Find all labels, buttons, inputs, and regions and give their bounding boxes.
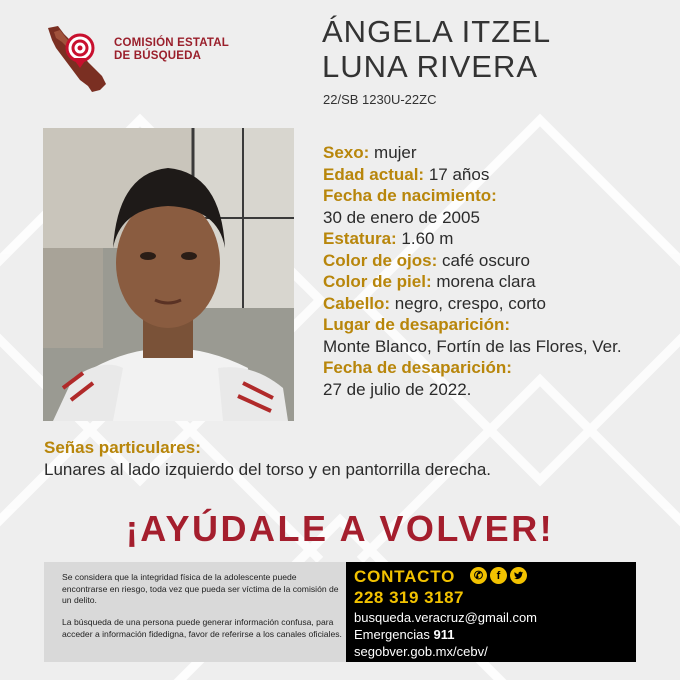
person-name-line2: LUNA RIVERA: [322, 49, 539, 84]
eyes-label: Color de ojos:: [323, 250, 438, 270]
person-photo: [43, 128, 294, 421]
place-value: Monte Blanco, Fortín de las Flores, Ver.: [323, 336, 622, 356]
height-value: 1.60 m: [401, 229, 454, 248]
date-value: 27 de julio de 2022.: [323, 379, 472, 399]
organization-name: [114, 37, 229, 63]
age-row: [323, 164, 622, 186]
place-row: [323, 314, 622, 336]
contact-icons: [470, 567, 527, 584]
date-row: [323, 357, 622, 379]
phone-icon[interactable]: ✆: [470, 567, 487, 584]
birth-row: [323, 185, 622, 207]
disclaimer-paragraph-1: Se considera que la integridad física de la adolescente puede encontrarse en riesgo, toda vez que pueda ser víctima de la comisión de un delito.: [62, 572, 339, 605]
disclaimer-paragraph-2: La búsqueda de una persona puede generar información confusa, para acceder a información fidedigna, favor de referirse a los canales oficiales.: [62, 617, 342, 639]
distinguishing-marks: [44, 437, 491, 481]
call-to-action: ¡AYÚDALE A VOLVER!: [125, 508, 555, 549]
contact-title: CONTACTO: [354, 567, 456, 586]
height-row: [323, 228, 622, 250]
skin-row: [323, 271, 622, 293]
organization-logo: [44, 22, 244, 96]
organization-name-line2: DE BÚSQUEDA: [114, 50, 202, 62]
facebook-icon[interactable]: f: [490, 567, 507, 584]
contact-website[interactable]: segobver.gob.mx/cebv/: [354, 644, 488, 659]
sex-label: Sexo:: [323, 143, 370, 162]
age-value: 17 años: [428, 164, 490, 184]
sex-row: [323, 142, 622, 164]
sex-value: mujer: [374, 143, 417, 162]
emergency-label: Emergencias: [354, 627, 430, 642]
hair-row: [323, 293, 622, 315]
hair-label: Cabello:: [323, 293, 391, 313]
marks-text: Lunares al lado izquierdo del torso y en pantorrilla derecha.: [44, 460, 491, 479]
date-label: Fecha de desaparición:: [323, 358, 512, 377]
birth-label: Fecha de nacimiento:: [323, 186, 497, 205]
organization-name-line1: COMISIÓN ESTATAL: [114, 37, 229, 49]
contact-box: [346, 562, 636, 662]
emergency-line: [354, 627, 454, 642]
emergency-number[interactable]: 911: [433, 627, 455, 642]
skin-value: morena clara: [436, 272, 536, 291]
place-label: Lugar de desaparición:: [323, 315, 511, 334]
veracruz-map-icon: [44, 22, 110, 96]
person-details: [323, 142, 622, 400]
height-label: Estatura:: [323, 229, 397, 248]
eyes-value: café oscuro: [442, 250, 530, 270]
contact-phone[interactable]: 228 319 3187: [354, 588, 464, 607]
person-name-line1: ÁNGELA ITZEL: [322, 14, 552, 49]
marks-label: Señas particulares:: [44, 438, 201, 457]
birth-value: 30 de enero de 2005: [323, 207, 480, 227]
contact-email[interactable]: busqueda.veracruz@gmail.com: [354, 610, 538, 625]
twitter-icon[interactable]: [510, 567, 527, 584]
age-label: Edad actual:: [323, 164, 425, 184]
skin-label: Color de piel:: [323, 272, 432, 291]
eyes-row: [323, 250, 622, 272]
person-name: [322, 14, 551, 84]
case-id: 22/SB 1230U-22ZC: [323, 92, 437, 107]
disclaimer-box: [44, 562, 346, 662]
hair-value: negro, crespo, corto: [394, 293, 546, 313]
